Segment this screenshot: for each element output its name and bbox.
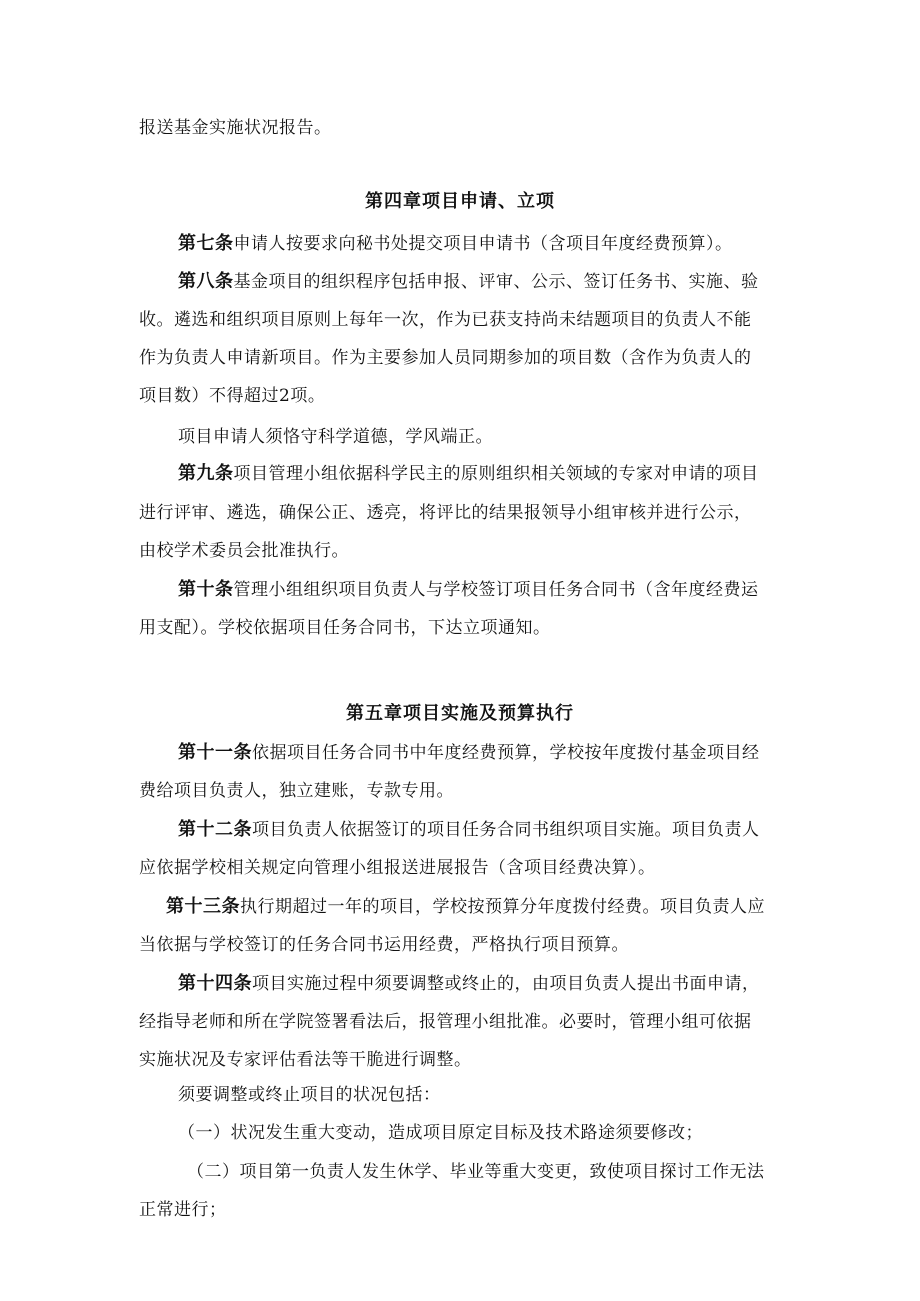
article-8-label: 第八条 [178,271,234,292]
article-14-line-1 [178,972,760,996]
article-10-label: 第十条 [178,579,234,600]
article-12-line-2: 应依据学校相关规定向管理小组报送进展报告（含项目经费决算）。 [139,858,656,878]
article-9-line-3: 由校学术委员会批准执行。 [139,541,349,561]
article-10-text: 管理小组组织项目负责人与学校签订项目任务合同书（含年度经费运 [233,580,759,600]
list-item-2-line-1: （二）项目第一负责人发生休学、毕业等重大变更，致使项目探讨工作无法 [187,1162,765,1182]
article-8-line-2: 收。遴选和组织项目原则上每年一次，作为已获支持尚未结题项目的负责人不能 [139,310,752,330]
article-14-text: 项目实施过程中须要调整或终止的，由项目负责人提出书面申请， [252,974,760,994]
article-12-line-1 [178,818,760,842]
chapter-4-title: 第四章项目申请、立项 [365,191,555,212]
article-14-para-2: 须要调整或终止项目的状况包括： [178,1085,441,1105]
article-13-text: 执行期超过一年的项目，学校按预算分年度拨付经费。项目负责人应 [240,897,765,917]
article-13-line-2: 当依据与学校签订的任务合同书运用经费，严格执行项目预算。 [139,935,629,955]
article-8-line-1 [178,270,759,294]
article-10-line-2: 用支配）。学校依据项目任务合同书，下达立项通知。 [139,618,551,638]
article-8-text: 基金项目的组织程序包括申报、评审、公示、签订任务书、实施、验 [233,272,759,292]
chapter-5-title: 第五章项目实施及预算执行 [346,703,574,724]
article-12-text: 项目负责人依据签订的项目任务合同书组织项目实施。项目负责人 [252,820,760,840]
article-12-label: 第十二条 [178,819,252,840]
article-9-text: 项目管理小组依据科学民主的原则组织相关领域的专家对申请的项目 [233,464,759,484]
article-11-label: 第十一条 [178,742,252,763]
paragraph-prev-tail: 报送基金实施状况报告。 [139,118,332,138]
article-7-line-1 [178,232,733,256]
article-8-para-2: 项目申请人须恪守科学道德，学风端正。 [178,427,493,447]
article-11-line-2: 费给项目负责人，独立建账，专款专用。 [139,781,454,801]
list-item-1: （一）状况发生重大变动，造成项目原定目标及技术路途须要修改； [178,1123,703,1143]
article-13-label: 第十三条 [166,896,240,917]
article-13-line-1 [166,895,765,919]
article-7-text: 申请人按要求向秘书处提交项目申请书（含项目年度经费预算）。 [233,234,733,254]
article-9-label: 第九条 [178,463,234,484]
article-14-line-2: 经指导老师和所在学院签署看法后，报管理小组批准。必要时，管理小组可依据 [139,1012,752,1032]
article-9-line-2: 进行评审、遴选，确保公正、透亮，将评比的结果报领导小组审核并进行公示， [139,503,752,523]
article-9-line-1 [178,462,759,486]
article-11-text: 依据项目任务合同书中年度经费预算，学校按年度拨付基金项目经 [252,743,760,763]
article-10-line-1 [178,578,759,602]
list-item-2-line-2: 正常进行； [139,1200,227,1220]
article-8-line-3: 作为负责人申请新项目。作为主要参加人员同期参加的项目数（含作为负责人的 [139,348,752,368]
article-11-line-1 [178,741,760,765]
article-7-label: 第七条 [178,233,234,254]
article-8-line-4: 项目数）不得超过2项。 [139,386,326,406]
article-14-label: 第十四条 [178,973,252,994]
article-14-line-3: 实施状况及专家评估看法等干脆进行调整。 [139,1050,472,1070]
